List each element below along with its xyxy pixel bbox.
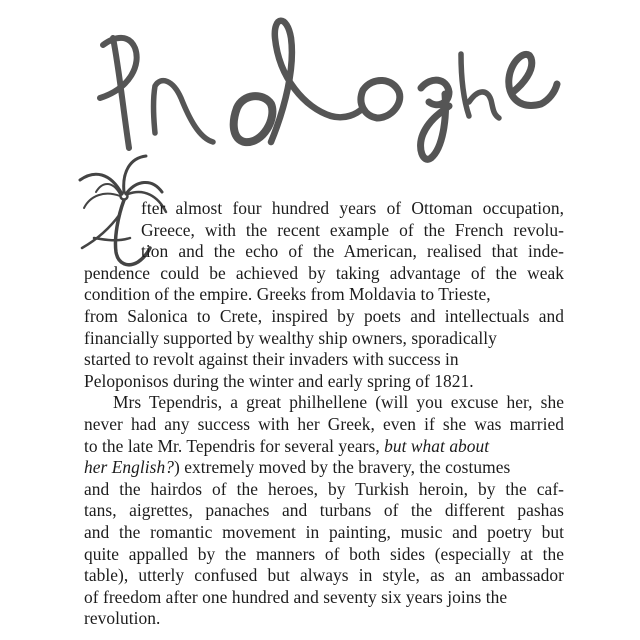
text-line: quite appalled by the manners of both sides (especially at the [84, 543, 564, 564]
text-line: revolution. [84, 608, 161, 629]
text-line [84, 457, 564, 479]
paragraph-2 [84, 392, 564, 630]
italic-text-run: but what about [384, 435, 490, 456]
text-line: and the hairdos of the heroes, by Turkish heroin, by the caf- [84, 478, 564, 499]
text-line: Peloponisos during the winter and early spring of 1821. [84, 370, 474, 391]
prologue-body [84, 198, 564, 630]
text-line [84, 436, 564, 458]
text-run: to the late Mr. Tependris for several years, [84, 435, 385, 456]
text-line: Greece, with the recent example of the French revolu- [141, 219, 564, 240]
text-line: Mrs Tependris, a great philhellene (will you excuse her, she [113, 392, 564, 413]
chapter-title [95, 8, 565, 173]
handwritten-title-icon [95, 8, 565, 173]
text-line: fter almost four hundred years of Ottoman occupation, [141, 198, 564, 218]
text-line: and the romantic movement in painting, music and poetry but [84, 521, 564, 542]
paragraph-1 [84, 198, 564, 392]
text-line: of freedom after one hundred and seventy six years joins the [84, 586, 508, 607]
italic-text-run: her English? [84, 457, 174, 478]
text-line: tans, aigrettes, panaches and turbans of the different pashas [84, 500, 564, 521]
text-line: condition of the empire. Greeks from Moldavia to Trieste, [84, 284, 491, 305]
text-line: table), utterly confused but always in style, as an ambassador [84, 565, 564, 586]
text-run: ) extremely moved by the bravery, the costumes [173, 457, 511, 478]
text-line: pendence could be achieved by taking advantage of the weak [84, 262, 564, 283]
text-line: from Salonica to Crete, inspired by poets and intellectuals and [84, 305, 564, 326]
text-line: never had any success with her Greek, even if she was married [84, 413, 564, 434]
text-line: financially supported by wealthy ship owners, sporadically [84, 327, 497, 348]
text-line: tion and the echo of the American, realised that inde- [141, 241, 564, 262]
text-line: started to revolt against their invaders with success in [84, 349, 459, 370]
